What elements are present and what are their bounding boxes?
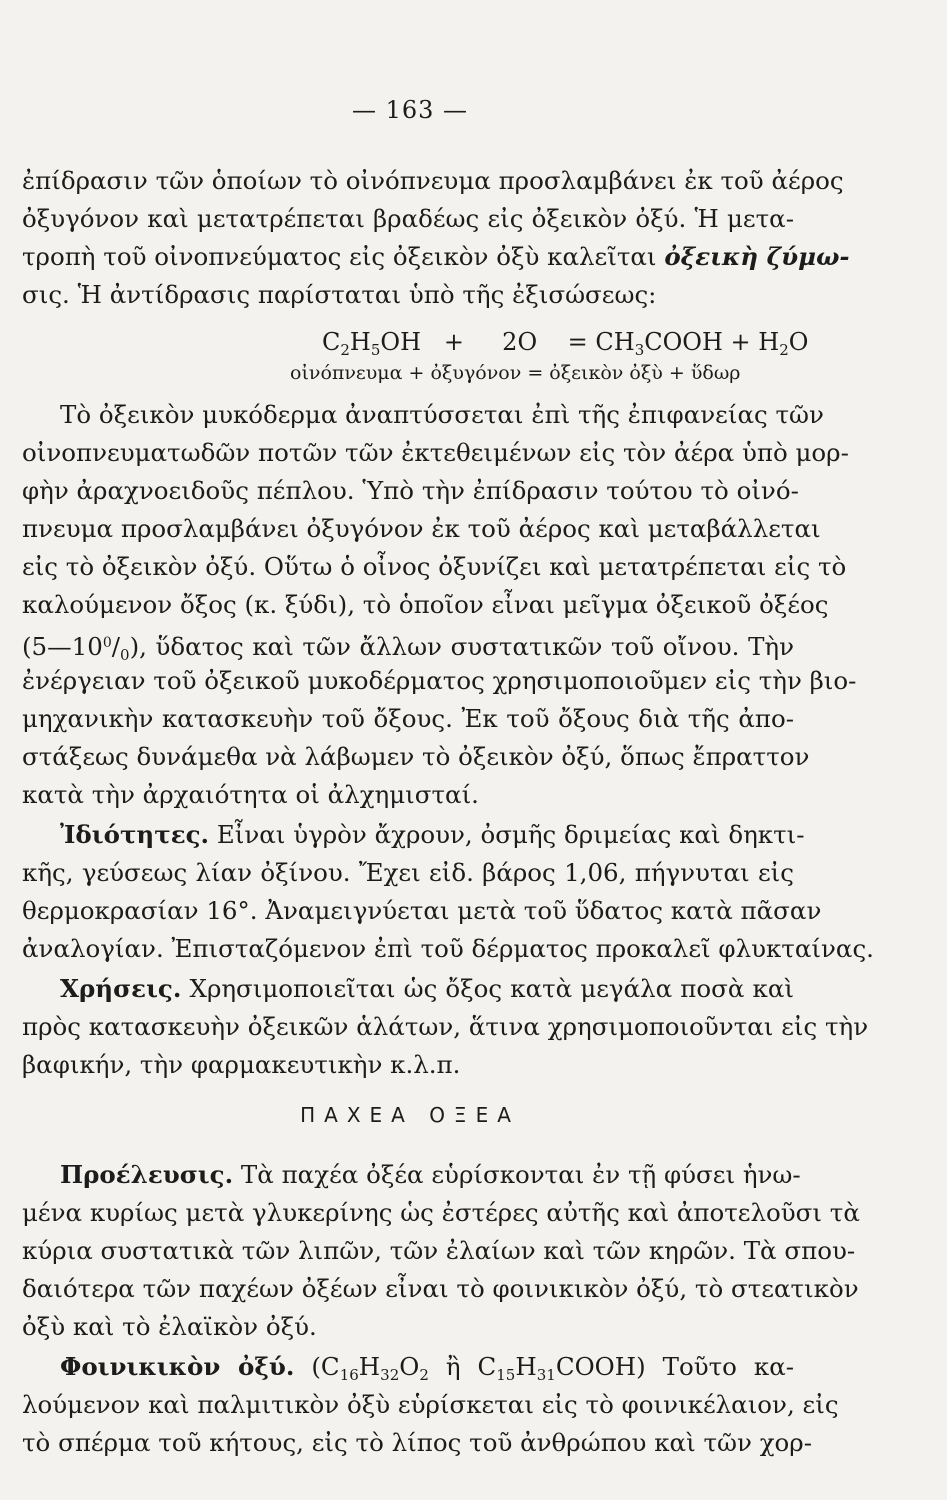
eq-part: C — [322, 328, 341, 356]
text-line: στάξεως δυνάμεθα νὰ λάβωμεν τὸ ὀξεικὸν ὀξύ, ὅπως ἔπραττον — [22, 742, 810, 771]
text-line: Τὸ ὀξεικὸν μυκόδερμα ἀναπτύσσεται ἐπὶ τῆς ἐπιφανείας τῶν — [60, 400, 824, 429]
text-line: βαφικήν, τὴν φαρμακευτικὴν κ.λ.π. — [22, 1050, 461, 1079]
equation-words: οἰνόπνευμα + ὀξυγόνον = ὀξεικὸν ὀξὺ + ὕδωρ — [290, 362, 741, 384]
label-uses: Χρήσεις. — [60, 974, 182, 1003]
eq-sub: 2 — [779, 341, 789, 359]
formula-sub: 31 — [536, 1366, 556, 1384]
chemical-equation — [322, 328, 808, 359]
text-line: μένα κυρίως μετὰ γλυκερίνης ὡς ἐστέρες αὐτῆς καὶ ἀποτελοῦσι τὰ — [22, 1198, 860, 1227]
text-line — [60, 972, 794, 1006]
label-palmitic-acid: Φοινικικὸν ὀξύ. — [60, 1352, 295, 1381]
text-line — [60, 818, 805, 852]
text-line: φὴν ἀραχνοειδοῦς πέπλου. Ὑπὸ τὴν ἐπίδρασιν τούτου τὸ οἰνό- — [22, 476, 799, 505]
formula-part: H — [358, 1352, 381, 1381]
text-sup: 0 — [102, 635, 112, 651]
text-run: ), ὕδατος καὶ τῶν ἄλλων συστατικῶν τοῦ οἴνου. Τὴν — [129, 632, 794, 661]
text-line: πνευμα προσλαμβάνει ὀξυγόνον ἐκ τοῦ ἀέρος καὶ μεταβάλλεται — [22, 514, 821, 543]
text-line: θερμοκρασίαν 16°. Ἀναμειγνύεται μετὰ τοῦ ὕδατος κατὰ πᾶσαν — [22, 896, 822, 925]
text-run: Τοῦτο κα- — [662, 1352, 795, 1381]
text-line: πρὸς κατασκευὴν ὀξεικῶν ἁλάτων, ἅτινα χρησιμοποιοῦνται εἰς τὴν — [22, 1012, 869, 1041]
text-line: καλούμενον ὄξος (κ. ξύδι), τὸ ὁποῖον εἶναι μεῖγμα ὀξεικοῦ ὀξέος — [22, 590, 829, 619]
text-sub: 0 — [120, 646, 130, 664]
formula-part: (C — [311, 1352, 340, 1381]
eq-part: H — [349, 328, 371, 356]
text-run: / — [111, 632, 121, 661]
text-line: οἰνοπνευματωδῶν ποτῶν τῶν ἐκτεθειμένων εἰς τὸν ἀέρα ὑπὸ μορ- — [22, 438, 849, 467]
eq-part: H — [758, 328, 780, 356]
text-line: κατὰ τὴν ἀρχαιότητα οἱ ἀλχημισταί. — [22, 780, 479, 809]
text-run: Τὰ παχέα ὀξέα εὑρίσκονται ἐν τῇ φύσει ἡνω- — [240, 1160, 801, 1189]
text-line: τὸ σπέρμα τοῦ κήτους, εἰς τὸ λίπος τοῦ ἀνθρώπου καὶ τῶν χορ- — [22, 1428, 812, 1457]
formula-sub: 15 — [496, 1366, 516, 1384]
text-line — [60, 1350, 794, 1392]
label-origin: Προέλευσις. — [60, 1160, 234, 1189]
text-line: κύρια συστατικὰ τῶν λιπῶν, τῶν ἐλαίων καὶ τῶν κηρῶν. Τὰ σπου- — [22, 1236, 856, 1265]
formula-sub: 2 — [419, 1366, 429, 1384]
text-run: τροπὴ τοῦ οἰνοπνεύματος εἰς ὀξεικὸν ὀξὺ καλεῖται — [22, 242, 657, 271]
text-line: λούμενον καὶ παλμιτικὸν ὀξὺ εὑρίσκεται εἰς τὸ φοινικέλαιον, εἰς — [22, 1390, 839, 1419]
text-run: (5—10 — [22, 632, 103, 661]
text-line: κῆς, γεύσεως λίαν ὀξίνου. Ἔχει εἰδ. βάρος 1,06, πήγνυται εἰς — [22, 858, 794, 887]
text-line: εἰς τὸ ὀξεικὸν ὀξύ. Οὕτω ὁ οἶνος ὀξυνίζει καὶ μετατρέπεται εἰς τὸ — [22, 552, 847, 581]
text-line: σις. Ἡ ἀντίδρασις παρίσταται ὑπὸ τῆς ἐξισώσεως: — [22, 280, 657, 309]
formula — [311, 1352, 646, 1384]
eq-sub: 3 — [634, 341, 645, 359]
text-line: ὀξυγόνον καὶ μετατρέπεται βραδέως εἰς ὀξεικὸν ὀξύ. Ἡ μετα- — [22, 204, 794, 233]
formula-part: C — [477, 1352, 497, 1381]
eq-part: O — [788, 328, 809, 356]
formula-part: COOH) — [555, 1352, 646, 1381]
eq-part: OH — [380, 328, 422, 356]
text-line: δαιότερα τῶν παχέων ὀξέων εἶναι τὸ φοινικικὸν ὀξύ, τὸ στεατικὸν — [22, 1274, 859, 1303]
term-acetic-fermentation: ὀξεικὴ ζύμω- — [664, 242, 850, 271]
text-run: Χρησιμοποιεῖται ὡς ὄξος κατὰ μεγάλα ποσὰ καὶ — [189, 974, 795, 1003]
page-number: — 163 — — [351, 96, 469, 124]
label-properties: Ἰδιότητες. — [60, 820, 210, 849]
section-heading: ΠΑΧΕΑ ΟΞΕΑ — [300, 1103, 520, 1127]
formula-sub: 32 — [380, 1366, 400, 1384]
text-run: Εἶναι ὑγρὸν ἄχρουν, ὀσμῆς δριμείας καὶ δηκτι- — [216, 820, 805, 849]
text-line — [22, 240, 850, 274]
text-line: ὀξὺ καὶ τὸ ἐλαϊκὸν ὀξύ. — [22, 1312, 317, 1341]
text-line: ἀναλογίαν. Ἐπισταζόμενον ἐπὶ τοῦ δέρματος προκαλεῖ φλυκταίνας. — [22, 934, 874, 963]
text-line: ἐπίδρασιν τῶν ὁποίων τὸ οἰνόπνευμα προσλαμβάνει ἐκ τοῦ ἀέρος — [22, 166, 844, 195]
formula-sub: 16 — [339, 1366, 359, 1384]
eq-sub: 5 — [370, 341, 381, 359]
text-line: μηχανικὴν κατασκευὴν τοῦ ὄξους. Ἐκ τοῦ ὄξους διὰ τῆς ἀπο- — [22, 704, 794, 733]
formula-part: ἢ — [445, 1352, 461, 1381]
formula-part: O — [399, 1352, 420, 1381]
formula-part: H — [515, 1352, 537, 1381]
text-line — [60, 1158, 801, 1192]
eq-plus: + — [443, 328, 465, 356]
text-line: ἐνέργειαν τοῦ ὀξεικοῦ μυκοδέρματος χρησιμοποιοῦμεν εἰς τὴν βιο- — [22, 666, 857, 695]
eq-plus: + — [730, 328, 751, 356]
eq-part: COOH — [644, 328, 723, 356]
eq-equals: = — [567, 328, 588, 356]
eq-part: CH — [595, 328, 635, 356]
eq-part: 2O — [502, 328, 538, 356]
eq-sub: 2 — [340, 341, 350, 359]
